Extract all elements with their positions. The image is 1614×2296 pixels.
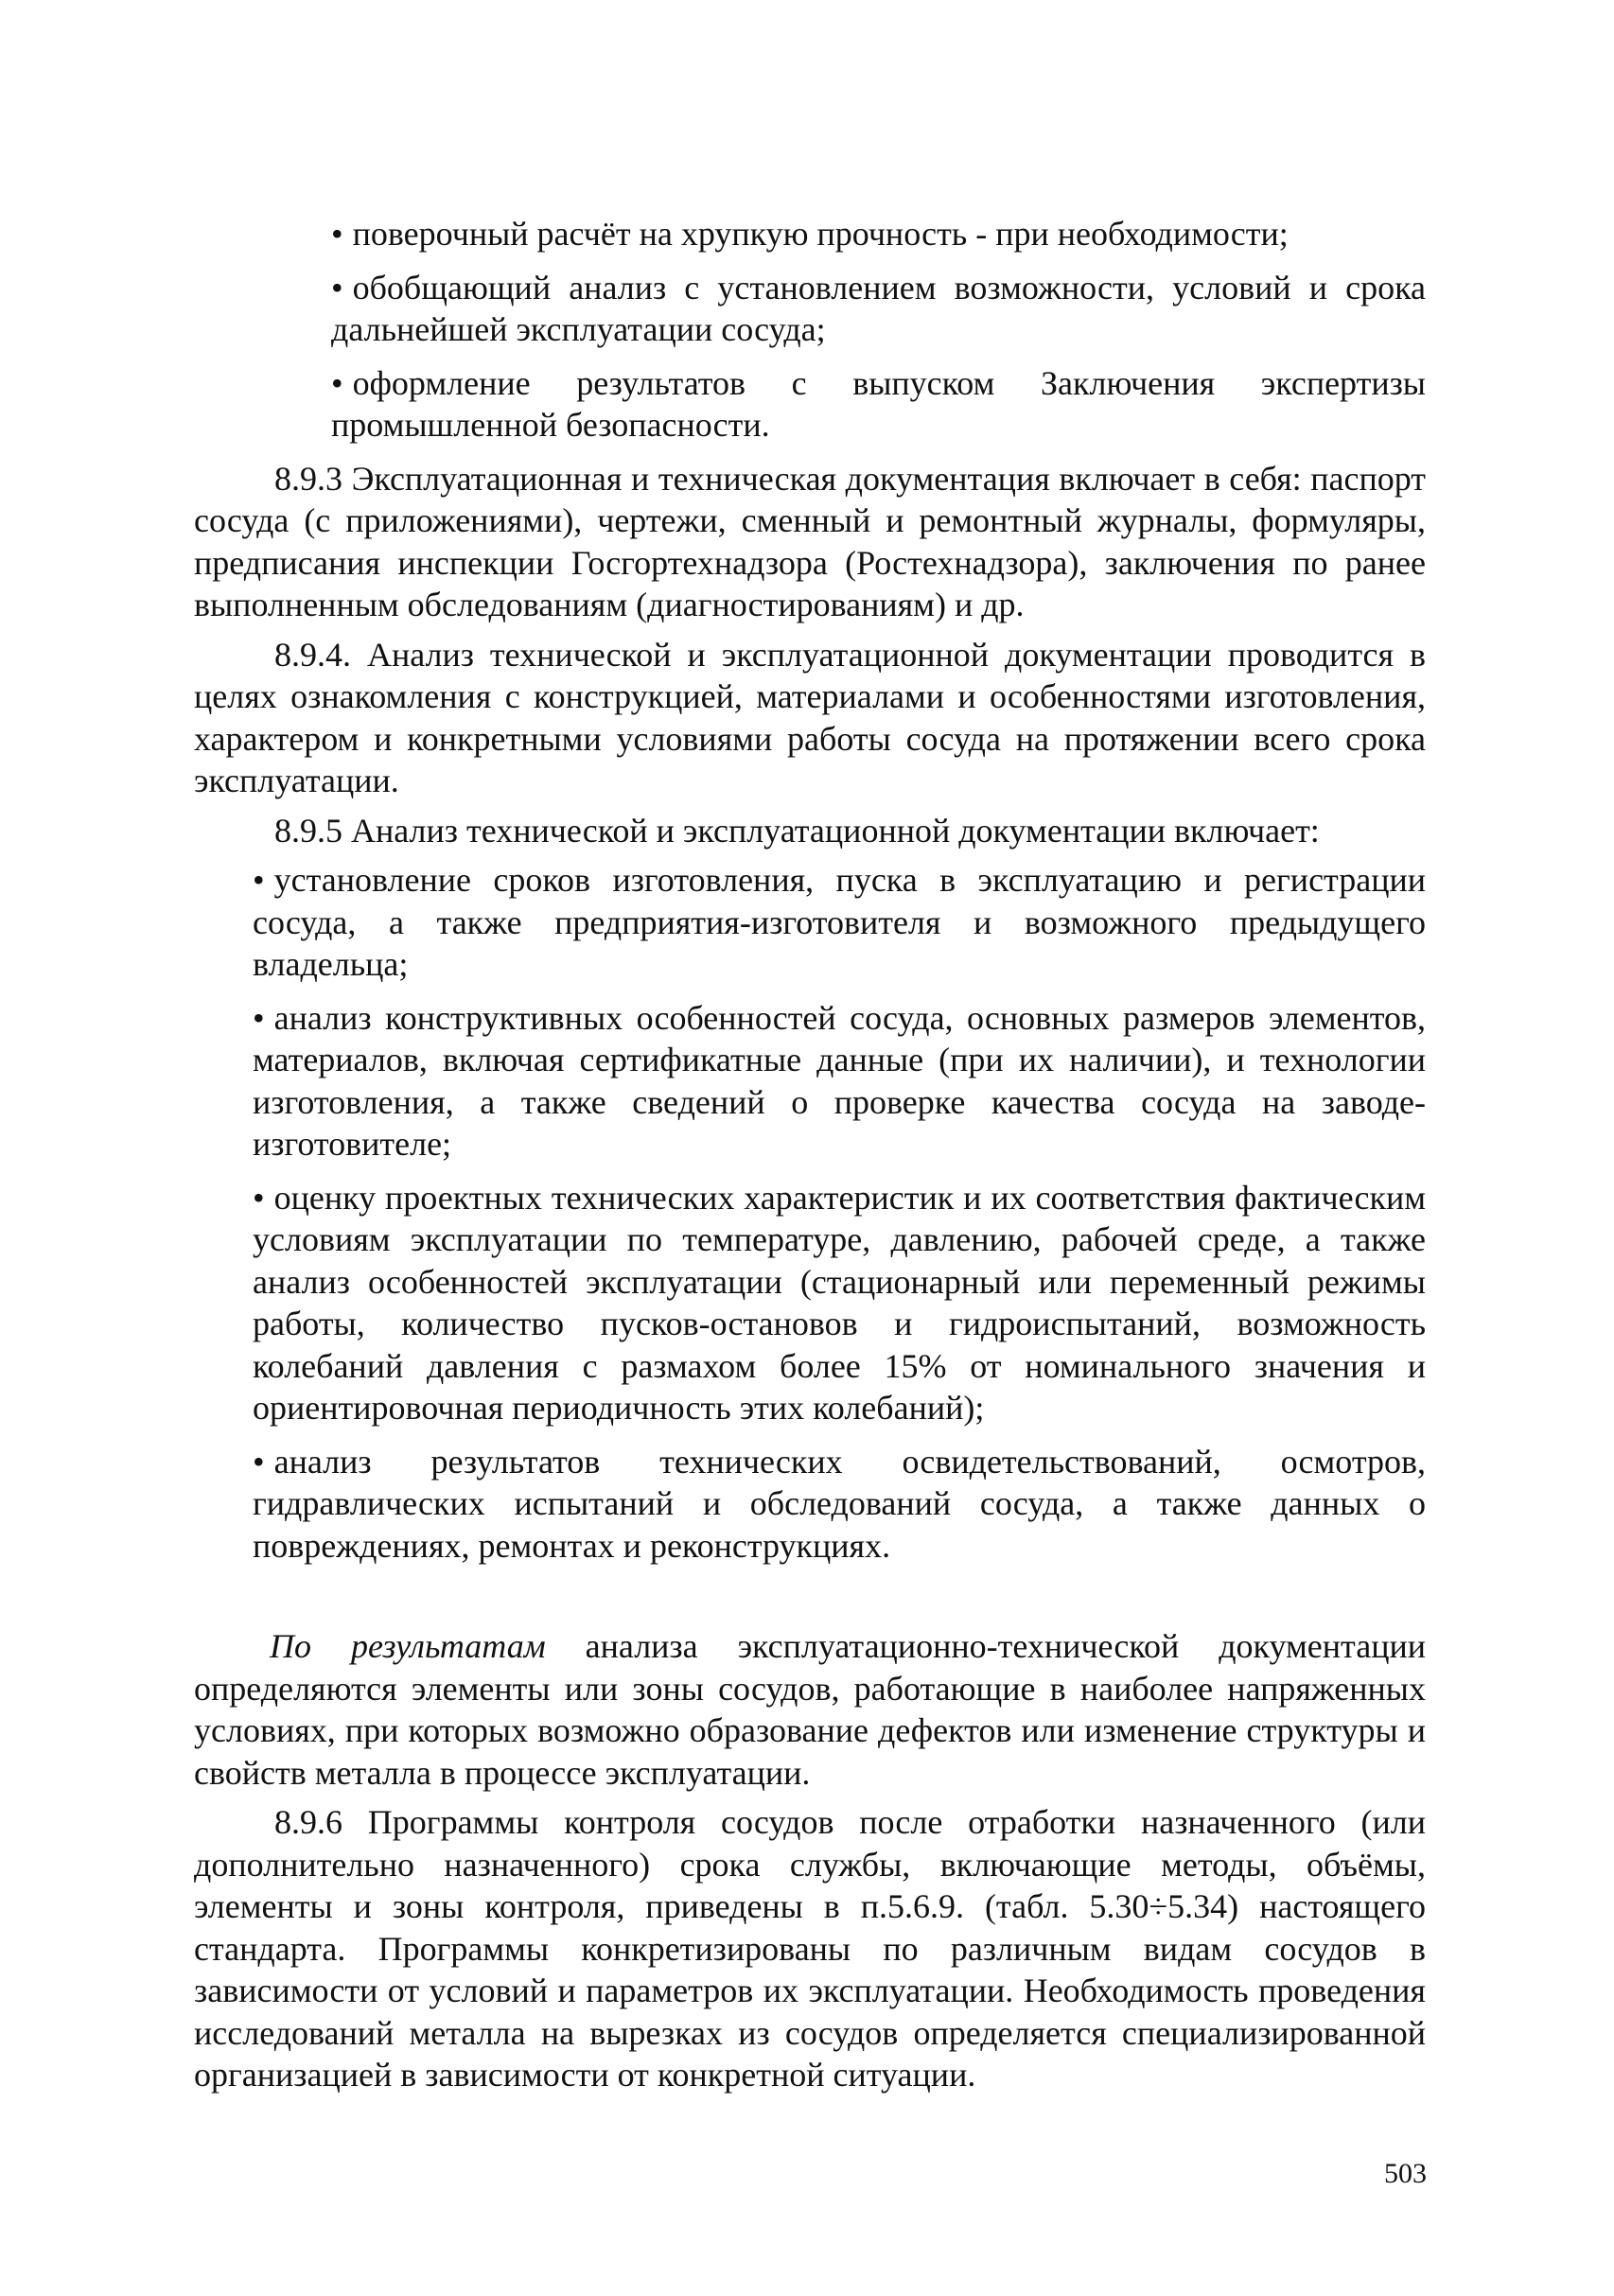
page-number: 503 xyxy=(1384,2158,1427,2189)
bullet-text: обобщающий анализ с установлением возможности, условий и срока дальнейшей эксплуатации сосуда; xyxy=(331,268,1426,348)
bullet-text: установление сроков изготовления, пуска в эксплуатацию и регистрации сосуда, а также предприятия-изготовителя и возможного предыдущего владельца; xyxy=(253,861,1426,983)
bullet-dot: • xyxy=(253,998,265,1037)
bullet-dot: • xyxy=(253,1442,265,1481)
bullet-item xyxy=(331,267,1426,351)
results-text: анализа эксплуатационно-технической документации определяются элементы или зоны сосудов, работающие в наиболее напряженных условиях, при которых возможно образование дефектов или изменение структуры и свойств металла в процессе эксплуатации. xyxy=(194,1627,1426,1792)
bullet-dot: • xyxy=(331,268,343,307)
bullet-dot: • xyxy=(331,215,343,253)
bullet-dot: • xyxy=(253,1178,265,1217)
bullet-text: поверочный расчёт на хрупкую прочность - при необходимости; xyxy=(352,215,1289,253)
bullet-item xyxy=(253,1441,1426,1568)
bullet-text: оформление результатов с выпуском Заключения экспертизы промышленной безопасности. xyxy=(331,363,1426,444)
paragraph-8-9-5: 8.9.5 Анализ технической и эксплуатационной документации включает: xyxy=(274,811,1320,850)
bullet-dot: • xyxy=(331,363,343,402)
bullet-text: анализ результатов технических освидетельствований, осмотров, гидравлических испытаний и обследований сосуда, а также данных о повреждениях, ремонтах и реконструкциях. xyxy=(253,1442,1426,1565)
bullet-item xyxy=(331,213,1426,255)
paragraph-8-9-4: 8.9.4. Анализ технической и эксплуатационной документации проводится в целях ознакомления с конструкцией, материалами и особенностями изготовления, характером и конкретными условиями работы сосуда на протяжении всего срока эксплуатации. xyxy=(194,635,1426,799)
bullet-item xyxy=(253,997,1426,1166)
paragraph-8-9-3: 8.9.3 Эксплуатационная и техническая документация включает в себя: паспорт сосуда (с приложениями), чертежи, сменный и ремонтный журналы, формуляры, предписания инспекции Госгортехнадзора (Ростехнадзора), заключения по ранее выполненным обследованиям (диагностированиям) и др. xyxy=(194,459,1426,623)
paragraph-results xyxy=(194,1625,1426,1794)
bullet-item xyxy=(253,859,1426,986)
results-lead: По результатам xyxy=(270,1627,546,1665)
bullet-dot: • xyxy=(253,861,265,899)
bullet-text: оценку проектных технических характеристик и их соответствия фактическим условиям эксплуатации по температуре, давлению, рабочей среде, а также анализ особенностей эксплуатации (стационарный или переменный режимы работы, количество пусков-остановов и гидроиспытаний, возможность колебаний давления с размахом более 15% от номинального значения и ориентировочная периодичность этих колебаний); xyxy=(253,1178,1426,1427)
bullet-item xyxy=(331,362,1426,447)
paragraph-8-9-6: 8.9.6 Программы контроля сосудов после отработки назначенного (или дополнительно назначенного) срока службы, включающие методы, объёмы, элементы и зоны контроля, приведены в п.5.6.9. (табл. 5.30÷5.34) настоящего стандарта. Программы конкретизированы по различным видам сосудов в зависимости от условий и параметров их эксплуатации. Необходимость проведения исследований металла на вырезках из сосудов определяется специализированной организацией в зависимости от конкретной ситуации. xyxy=(194,1803,1426,2094)
page-body xyxy=(194,213,1426,2104)
bullet-text: анализ конструктивных особенностей сосуда, основных размеров элементов, материалов, включая сертификатные данные (при их наличии), и технологии изготовления, а также сведений о проверке качества сосуда на заводе-изготовителе; xyxy=(253,998,1426,1163)
bullet-item xyxy=(253,1177,1426,1429)
